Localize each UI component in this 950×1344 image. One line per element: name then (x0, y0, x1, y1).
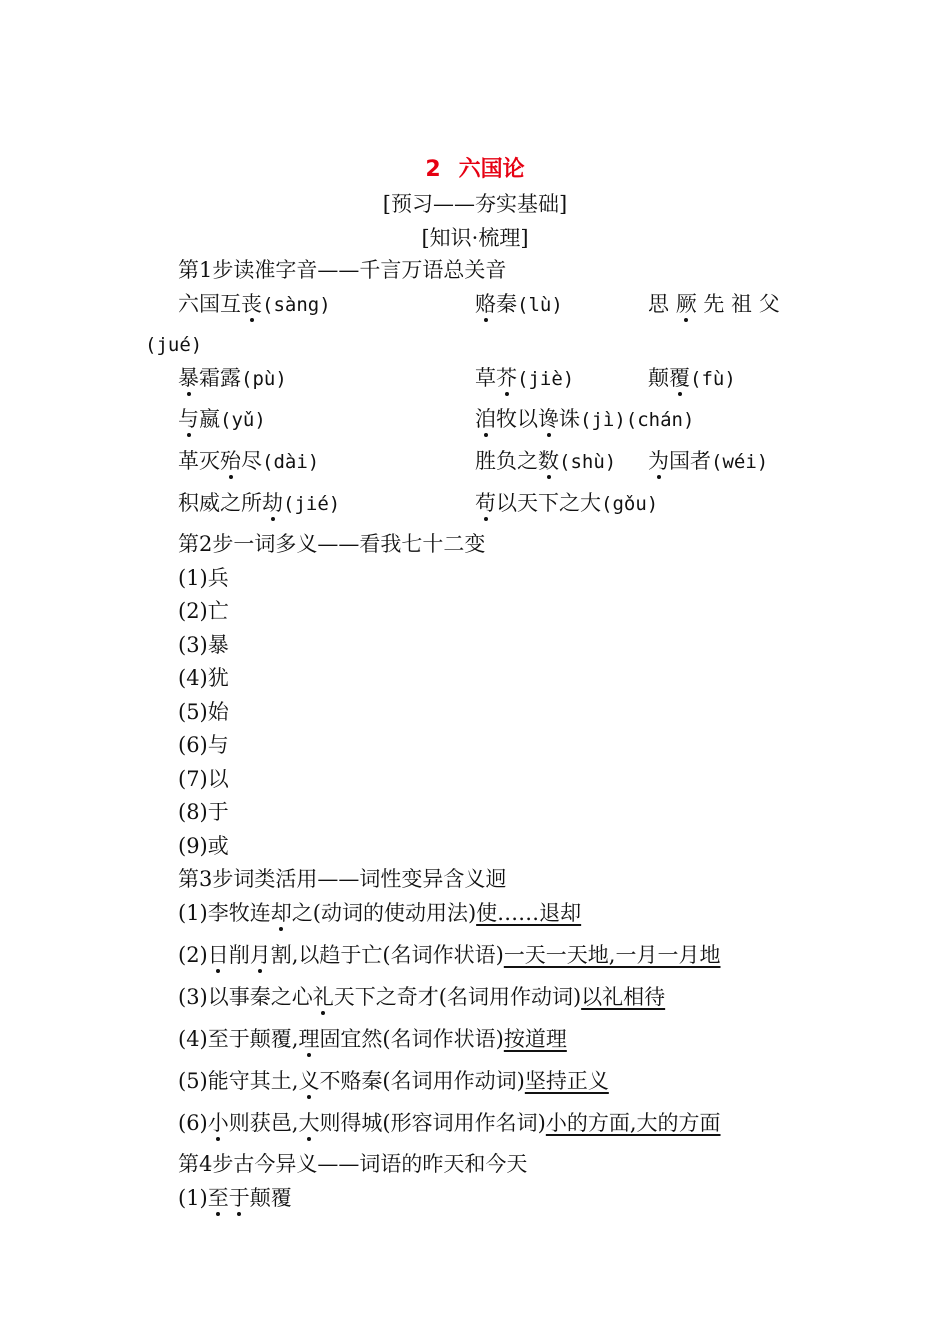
answer-text: 坚持正义 (524, 1069, 609, 1093)
polysemy-item: (2)亡 (178, 599, 229, 623)
pronunciation-item: 为国者(wéi) (648, 449, 769, 473)
pronunciation-item: 革灭殆尽(dài) (178, 449, 320, 473)
polysemy-item: (6)与 (178, 733, 229, 757)
conversion-item: (6)小则获邑,大则得城(形容词用作名词)小的方面,大的方面 (178, 1111, 721, 1135)
answer-text: 以礼相待 (581, 985, 666, 1009)
polysemy-item: (8)于 (178, 800, 229, 824)
step1-heading: 第1步读准字音——千言万语总关音 (178, 258, 507, 282)
pronunciation-item: 草芥(jiè) (475, 366, 575, 390)
answer-text: 一天一天地,一月一月地 (503, 943, 721, 967)
subsection-heading: [知识·梳理] (421, 226, 529, 250)
step2-heading: 第2步一词多义——看我七十二变 (178, 532, 486, 556)
polysemy-item: (7)以 (178, 767, 229, 791)
pronunciation-item: 思 厥 先 祖 父 (648, 292, 780, 316)
polysemy-item: (4)犹 (178, 666, 229, 690)
pronunciation-item: 胜负之数(shù) (475, 449, 617, 473)
pronunciation-item: 颠覆(fù) (648, 366, 736, 390)
conversion-item: (1)李牧连却之(动词的使动用法)使……退却 (178, 901, 582, 925)
step3-heading: 第3步词类活用——词性变异含义迥 (178, 867, 507, 891)
lesson-title: 六国论 (458, 157, 525, 182)
answer-text: 按道理 (503, 1027, 567, 1051)
polysemy-item: (3)暴 (178, 633, 229, 657)
pronunciation-item: 洎牧以谗诛(jì)(chán) (475, 407, 695, 431)
polysemy-item: (1)兵 (178, 566, 229, 590)
conversion-item: (3)以事秦之心礼天下之奇才(名词用作动词)以礼相待 (178, 985, 666, 1009)
conversion-item: (2)日削月割,以趋于亡(名词作状语)一天一天地,一月一月地 (178, 943, 721, 967)
lesson-number: 2 (425, 157, 441, 182)
section-heading: [预习——夯实基础] (382, 192, 568, 216)
pronunciation-item: 积威之所劫(jié) (178, 491, 341, 515)
pronunciation-item: (jué) (145, 334, 203, 356)
conversion-item: (5)能守其土,义不赂秦(名词用作动词)坚持正义 (178, 1069, 609, 1093)
answer-text: 小的方面,大的方面 (545, 1111, 721, 1135)
pronunciation-item: 暴霜露(pù) (178, 366, 287, 390)
pronunciation-item: 赂秦(lù) (475, 292, 563, 316)
polysemy-item: (5)始 (178, 700, 229, 724)
polysemy-item: (9)或 (178, 834, 229, 858)
pronunciation-item: 六国互丧(sàng) (178, 292, 331, 316)
answer-text: 使……退却 (476, 901, 582, 925)
step4-heading: 第4步古今异义——词语的昨天和今天 (178, 1152, 528, 1176)
conversion-item: (4)至于颠覆,理固宜然(名词作状语)按道理 (178, 1027, 567, 1051)
page-title (0, 152, 950, 183)
ancient-modern-item: (1)至于颠覆 (178, 1186, 292, 1210)
pronunciation-item: 苟以天下之大(gǒu) (475, 491, 659, 515)
pronunciation-item: 与嬴(yǔ) (178, 407, 266, 431)
